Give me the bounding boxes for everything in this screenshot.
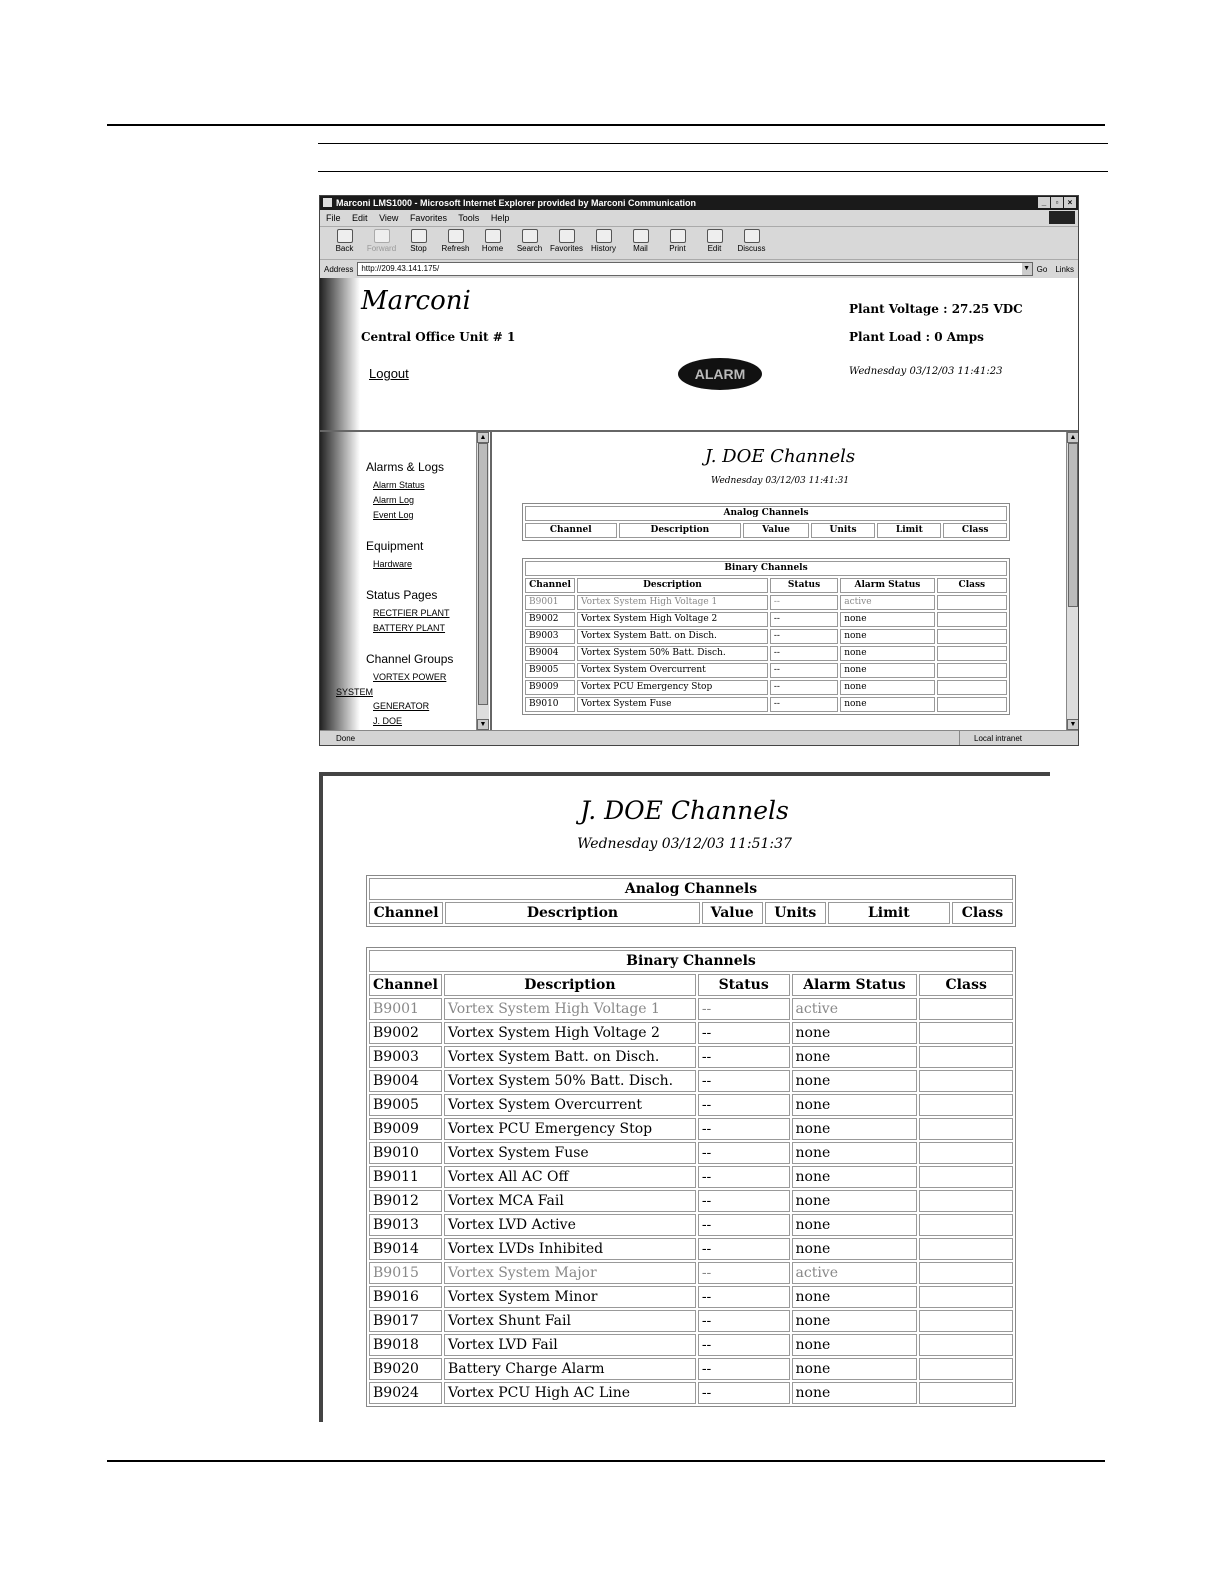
col-header: Channel [369, 974, 442, 996]
table-cell: -- [698, 1214, 790, 1236]
title-bar [320, 196, 1078, 210]
table-cell: B9018 [369, 1334, 442, 1356]
table-cell [937, 612, 1007, 627]
favorites-button[interactable]: Favorites [548, 227, 585, 253]
table-cell: B9001 [369, 998, 442, 1020]
table-cell: none [792, 1142, 918, 1164]
page-title: J. DOE Channels [704, 446, 856, 467]
col-header: Class [952, 902, 1013, 924]
binary-caption: Binary Channels [369, 950, 1013, 972]
mail-button[interactable]: Mail [622, 227, 659, 253]
search-button[interactable]: Search [511, 227, 548, 253]
table-cell: -- [770, 680, 838, 695]
table-cell: B9005 [369, 1094, 442, 1116]
table-cell: -- [698, 998, 790, 1020]
table-cell: Vortex MCA Fail [444, 1190, 696, 1212]
table-cell [919, 1070, 1013, 1092]
col-header: Limit [877, 523, 941, 538]
scroll-down-icon[interactable]: ▼ [1067, 719, 1079, 730]
table-cell: Vortex PCU Emergency Stop [444, 1118, 696, 1140]
ie-app-icon [323, 198, 332, 207]
print-icon [670, 229, 686, 243]
table-cell: active [840, 595, 934, 610]
go-button[interactable]: Go [1036, 264, 1048, 274]
table-cell: -- [698, 1238, 790, 1260]
table-row [369, 1334, 1013, 1356]
table-row [369, 1046, 1013, 1068]
table-cell: none [792, 1190, 918, 1212]
table-cell: B9004 [525, 646, 575, 661]
status-bar [320, 730, 1078, 745]
table-cell [937, 646, 1007, 661]
col-header: Value [743, 523, 809, 538]
col-header: Class [943, 523, 1007, 538]
forward-button[interactable]: Forward [363, 227, 400, 253]
table-cell [919, 1166, 1013, 1188]
table-cell: none [792, 1094, 918, 1116]
table-cell: Vortex System Overcurrent [444, 1094, 696, 1116]
col-header: Description [577, 578, 768, 593]
table-cell: none [792, 1070, 918, 1092]
enlarged-view [319, 772, 1050, 1422]
table-cell: none [792, 1022, 918, 1044]
table-cell: Vortex System Batt. on Disch. [444, 1046, 696, 1068]
col-header: Description [445, 902, 699, 924]
nav-section-equipment: Equipment [366, 539, 424, 553]
header-gradient [320, 278, 360, 430]
table-cell [919, 1022, 1013, 1044]
nav-scroll-thumb[interactable] [478, 443, 488, 705]
table-cell: B9016 [369, 1286, 442, 1308]
table-cell: B9005 [525, 663, 575, 678]
table-cell: none [792, 1214, 918, 1236]
refresh-icon [448, 229, 464, 243]
table-cell: Vortex All AC Off [444, 1166, 696, 1188]
table-cell: Vortex System High Voltage 1 [444, 998, 696, 1020]
table-row [369, 1358, 1013, 1380]
binary-table-small [522, 558, 1010, 715]
home-button[interactable]: Home [474, 227, 511, 253]
nav-link-hardware[interactable]: Hardware [373, 559, 413, 569]
forward-arrow-icon [374, 229, 390, 243]
table-cell [919, 1118, 1013, 1140]
enlarged-left-border [319, 772, 323, 1422]
back-arrow-icon [337, 229, 353, 243]
table-cell: Vortex PCU Emergency Stop [577, 680, 768, 695]
table-cell: B9013 [369, 1214, 442, 1236]
address-label: Address [324, 264, 354, 274]
header-datetime: Wednesday 03/12/03 11:41:23 [849, 366, 1003, 377]
table-cell: -- [698, 1022, 790, 1044]
binary-caption: Binary Channels [525, 561, 1007, 576]
menu-favorites[interactable]: Favorites [409, 213, 447, 223]
table-cell [937, 663, 1007, 678]
col-header: Class [919, 974, 1013, 996]
table-cell: -- [698, 1286, 790, 1308]
header-frame [320, 278, 1078, 430]
search-icon [522, 229, 538, 243]
table-cell: -- [770, 595, 838, 610]
plant-voltage: Plant Voltage : 27.25 VDC [849, 302, 1023, 316]
table-cell: Vortex System High Voltage 1 [577, 595, 768, 610]
table-cell: none [792, 1334, 918, 1356]
table-cell: Vortex LVD Active [444, 1214, 696, 1236]
history-icon [596, 229, 612, 243]
table-cell: none [792, 1382, 918, 1404]
nav-section-alarms: Alarms & Logs [366, 460, 445, 474]
table-cell: Vortex System High Voltage 2 [444, 1022, 696, 1044]
table-cell: Vortex System Fuse [444, 1142, 696, 1164]
col-header: Class [937, 578, 1007, 593]
table-cell: Vortex PCU High AC Line [444, 1382, 696, 1404]
scroll-up-icon[interactable]: ▲ [1067, 432, 1079, 443]
col-header: Status [770, 578, 838, 593]
discuss-icon [744, 229, 760, 243]
nav-link-alarm-log[interactable]: Alarm Log [373, 495, 415, 505]
table-cell: none [840, 680, 934, 695]
table-cell: none [792, 1238, 918, 1260]
table-cell: Vortex LVDs Inhibited [444, 1238, 696, 1260]
table-cell: Vortex System Minor [444, 1286, 696, 1308]
table-cell: Vortex Shunt Fail [444, 1310, 696, 1332]
window-title: Marconi LMS1000 - Microsoft Internet Explorer provided by Marconi Communication [336, 198, 697, 208]
table-row [369, 1070, 1013, 1092]
table-cell [919, 1238, 1013, 1260]
table-cell [937, 697, 1007, 712]
table-cell: none [792, 1118, 918, 1140]
table-cell [919, 1262, 1013, 1284]
menu-file[interactable]: File [326, 213, 341, 223]
main-scroll-thumb[interactable] [1068, 443, 1078, 607]
nav-scrollbar[interactable] [476, 432, 489, 730]
nav-link-generator[interactable]: GENERATOR [373, 701, 430, 711]
nav-link-battery[interactable]: BATTERY PLANT [373, 623, 446, 633]
back-button[interactable]: Back [326, 227, 363, 253]
zone-indicator: Local intranet [959, 731, 1074, 746]
table-cell [919, 1310, 1013, 1332]
table-cell: Vortex System Fuse [577, 697, 768, 712]
table-row [369, 1214, 1013, 1236]
page-bottom-rule [107, 1460, 1105, 1462]
table-cell: -- [698, 1190, 790, 1212]
status-text: Done [336, 734, 356, 743]
main-frame [490, 430, 1079, 732]
table-cell: Battery Charge Alarm [444, 1358, 696, 1380]
alarm-badge[interactable]: ALARM [678, 358, 762, 390]
table-row [369, 1262, 1013, 1284]
table-row [525, 663, 1007, 678]
nav-link-rectifier[interactable]: RECTFIER PLANT [373, 608, 450, 618]
nav-link-event-log[interactable]: Event Log [373, 510, 414, 520]
table-cell [937, 595, 1007, 610]
table-cell: none [792, 1358, 918, 1380]
plant-load: Plant Load : 0 Amps [849, 330, 984, 344]
table-row [369, 1142, 1013, 1164]
table-cell [919, 1334, 1013, 1356]
table-cell [937, 629, 1007, 644]
table-cell: -- [770, 646, 838, 661]
nav-section-status: Status Pages [366, 588, 438, 602]
col-header: Status [698, 974, 790, 996]
table-cell: -- [698, 1166, 790, 1188]
table-cell [919, 1094, 1013, 1116]
table-row [369, 1166, 1013, 1188]
discuss-button[interactable]: Discuss [733, 227, 770, 253]
toolbar [320, 227, 1078, 260]
table-cell: B9009 [525, 680, 575, 695]
close-icon[interactable]: × [1064, 197, 1076, 208]
scroll-up-icon[interactable]: ▲ [477, 432, 489, 443]
table-cell: -- [698, 1046, 790, 1068]
table-cell: B9014 [369, 1238, 442, 1260]
col-header: Description [444, 974, 696, 996]
edit-button[interactable]: Edit [696, 227, 733, 253]
table-row [369, 1094, 1013, 1116]
stop-button[interactable]: Stop [400, 227, 437, 253]
table-cell: -- [698, 1334, 790, 1356]
table-row [525, 680, 1007, 695]
col-header: Limit [828, 902, 950, 924]
table-cell [919, 1046, 1013, 1068]
table-cell: B9012 [369, 1190, 442, 1212]
maximize-icon[interactable]: ▫ [1051, 197, 1063, 208]
ie-throbber-icon [1049, 211, 1075, 224]
table-cell: -- [770, 697, 838, 712]
table-cell: B9010 [525, 697, 575, 712]
table-cell: active [792, 1262, 918, 1284]
table-cell: none [792, 1046, 918, 1068]
col-header: Description [619, 523, 742, 538]
col-header: Value [702, 902, 763, 924]
table-cell: none [792, 1166, 918, 1188]
unit-name: Central Office Unit # 1 [361, 330, 516, 344]
nav-link-system[interactable]: SYSTEM [336, 687, 374, 697]
menu-tools[interactable]: Tools [458, 213, 480, 223]
analog-caption: Analog Channels [369, 878, 1013, 900]
table-row [369, 1310, 1013, 1332]
menu-bar [320, 210, 1078, 227]
table-row [369, 1022, 1013, 1044]
page-top-rule [107, 124, 1105, 126]
table-cell: -- [770, 612, 838, 627]
minimize-icon[interactable]: _ [1038, 197, 1050, 208]
table-row [525, 697, 1007, 712]
col-header: Alarm Status [792, 974, 918, 996]
table-row [525, 612, 1007, 627]
table-cell: B9011 [369, 1166, 442, 1188]
table-cell: B9002 [525, 612, 575, 627]
menu-edit[interactable]: Edit [352, 213, 368, 223]
table-cell [919, 1382, 1013, 1404]
table-cell [919, 1142, 1013, 1164]
table-cell: B9004 [369, 1070, 442, 1092]
enlarged-top-border [319, 772, 1050, 776]
print-button[interactable]: Print [659, 227, 696, 253]
table-cell: -- [698, 1262, 790, 1284]
table-cell: Vortex System 50% Batt. Disch. [444, 1070, 696, 1092]
table-cell: -- [770, 663, 838, 678]
table-cell: Vortex System Overcurrent [577, 663, 768, 678]
col-header: Channel [525, 523, 617, 538]
table-row [525, 629, 1007, 644]
table-cell: -- [698, 1094, 790, 1116]
table-row [369, 1118, 1013, 1140]
address-bar [320, 260, 1078, 279]
table-cell: none [840, 646, 934, 661]
table-cell: B9010 [369, 1142, 442, 1164]
table-cell [919, 1214, 1013, 1236]
analog-table-small [522, 503, 1010, 541]
table-cell [919, 998, 1013, 1020]
col-header: Units [765, 902, 826, 924]
main-scrollbar[interactable] [1066, 432, 1079, 730]
favorites-icon [559, 229, 575, 243]
table-cell [919, 1358, 1013, 1380]
analog-caption: Analog Channels [525, 506, 1007, 521]
table-cell: B9020 [369, 1358, 442, 1380]
table-cell: -- [770, 629, 838, 644]
table-cell: B9015 [369, 1262, 442, 1284]
table-row [369, 1190, 1013, 1212]
table-cell: B9017 [369, 1310, 442, 1332]
mail-icon [633, 229, 649, 243]
table-cell: B9024 [369, 1382, 442, 1404]
table-cell: none [840, 612, 934, 627]
page-sub-rule-1 [318, 143, 1108, 144]
menu-help[interactable]: Help [490, 213, 510, 223]
table-cell: B9002 [369, 1022, 442, 1044]
table-cell: -- [698, 1142, 790, 1164]
table-cell: B9003 [525, 629, 575, 644]
enlarged-title: J. DOE Channels [580, 796, 789, 825]
enlarged-datetime: Wednesday 03/12/03 11:51:37 [577, 836, 792, 852]
table-cell: Vortex System Batt. on Disch. [577, 629, 768, 644]
table-cell: none [792, 1286, 918, 1308]
page-datetime: Wednesday 03/12/03 11:41:31 [710, 476, 850, 486]
menu-view[interactable]: View [379, 213, 399, 223]
col-header: Units [811, 523, 875, 538]
scroll-down-icon[interactable]: ▼ [477, 719, 489, 730]
table-cell: active [792, 998, 918, 1020]
window-controls [1038, 197, 1076, 208]
table-cell: -- [698, 1070, 790, 1092]
table-row [369, 1286, 1013, 1308]
table-cell: none [840, 663, 934, 678]
stop-icon [411, 229, 427, 243]
address-input[interactable]: http://209.43.141.175/ ▼ [357, 262, 1032, 276]
table-cell: B9001 [525, 595, 575, 610]
table-cell: -- [698, 1382, 790, 1404]
nav-link-alarm-status[interactable]: Alarm Status [373, 480, 425, 490]
binary-table-large [366, 947, 1016, 1407]
table-cell [919, 1286, 1013, 1308]
table-cell [919, 1190, 1013, 1212]
table-row [369, 1382, 1013, 1404]
col-header: Channel [525, 578, 575, 593]
nav-link-vortex-power[interactable]: VORTEX POWER [373, 672, 447, 682]
table-cell [937, 680, 1007, 695]
table-row [525, 646, 1007, 661]
nav-frame [320, 430, 490, 732]
col-header: Channel [369, 902, 443, 924]
table-cell: Vortex System Major [444, 1262, 696, 1284]
table-cell: B9009 [369, 1118, 442, 1140]
history-button[interactable]: History [585, 227, 622, 253]
table-cell: none [840, 629, 934, 644]
links-button[interactable]: Links [1055, 264, 1074, 274]
table-cell: -- [698, 1118, 790, 1140]
table-cell: none [792, 1310, 918, 1332]
marconi-logo: Marconi [361, 286, 471, 316]
analog-table-large [366, 875, 1016, 927]
table-cell: B9003 [369, 1046, 442, 1068]
table-row [369, 998, 1013, 1020]
table-row [525, 595, 1007, 610]
table-cell: -- [698, 1358, 790, 1380]
table-cell: none [840, 697, 934, 712]
logout-link[interactable]: Logout [369, 366, 409, 381]
table-cell: -- [698, 1310, 790, 1332]
page-sub-rule-2 [318, 171, 1108, 172]
edit-icon [707, 229, 723, 243]
chevron-down-icon[interactable]: ▼ [1022, 263, 1032, 275]
table-cell: Vortex System High Voltage 2 [577, 612, 768, 627]
refresh-button[interactable]: Refresh [437, 227, 474, 253]
nav-link-jdoe[interactable]: J. DOE [373, 716, 403, 726]
table-cell: Vortex LVD Fail [444, 1334, 696, 1356]
nav-section-channel-groups: Channel Groups [366, 652, 454, 666]
col-header: Alarm Status [840, 578, 934, 593]
browser-window [319, 195, 1079, 746]
table-cell: Vortex System 50% Batt. Disch. [577, 646, 768, 661]
home-icon [485, 229, 501, 243]
table-row [369, 1238, 1013, 1260]
